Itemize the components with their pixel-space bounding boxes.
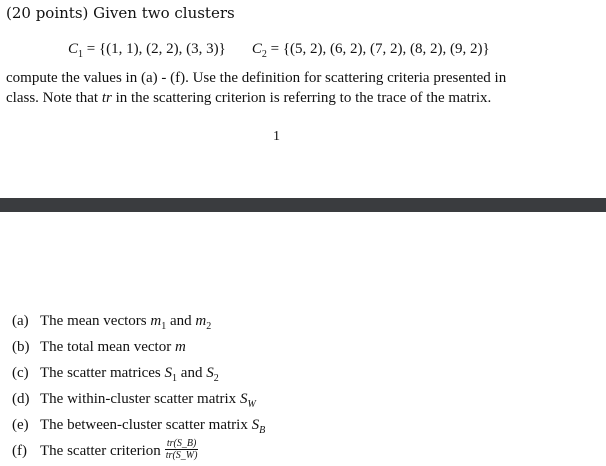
instructions-line-1: compute the values in (a) - (f). Use the definition for scattering criteria presented in	[6, 70, 507, 86]
question-d: (d) The within-cluster scatter matrix $S_W$	[12, 391, 256, 410]
cluster-c2: $C_2 = \{(5$, 2), (6, 2), (7, 2), (8, 2), (9, 2)}	[251, 41, 490, 60]
problem-heading: (20 points) Given two clusters	[6, 4, 235, 22]
cluster-c1: $C_1 = \{(1$, 1), (2, 2), (3, 3)}	[68, 41, 226, 60]
question-list	[12, 308, 265, 464]
question-e: (e) The between-cluster scatter matrix $S_B$	[12, 417, 266, 436]
scatter-criterion-fraction: $\frac{tr(S\_B)}{tr(S\_W)}$	[165, 438, 198, 462]
page-number: 1	[273, 129, 280, 144]
question-a: (a) The mean vectors $m_1$ and $m_2$	[12, 313, 212, 332]
question-c: (c) The scatter matrices $S_1$ and $S_2$	[12, 365, 219, 384]
page-top-section	[0, 0, 606, 198]
instructions-line-2: class. Note that tr in the scattering criterion is referring to the trace of the matrix.	[6, 90, 492, 106]
page-divider	[0, 198, 606, 212]
instructions-paragraph	[6, 68, 600, 108]
question-b: (b) The total mean vector m	[12, 339, 186, 355]
cluster-definitions	[68, 39, 490, 65]
question-f: (f) The scatter criterion $\frac{tr(S\_B)}{tr(S\_W)}$	[12, 438, 198, 462]
